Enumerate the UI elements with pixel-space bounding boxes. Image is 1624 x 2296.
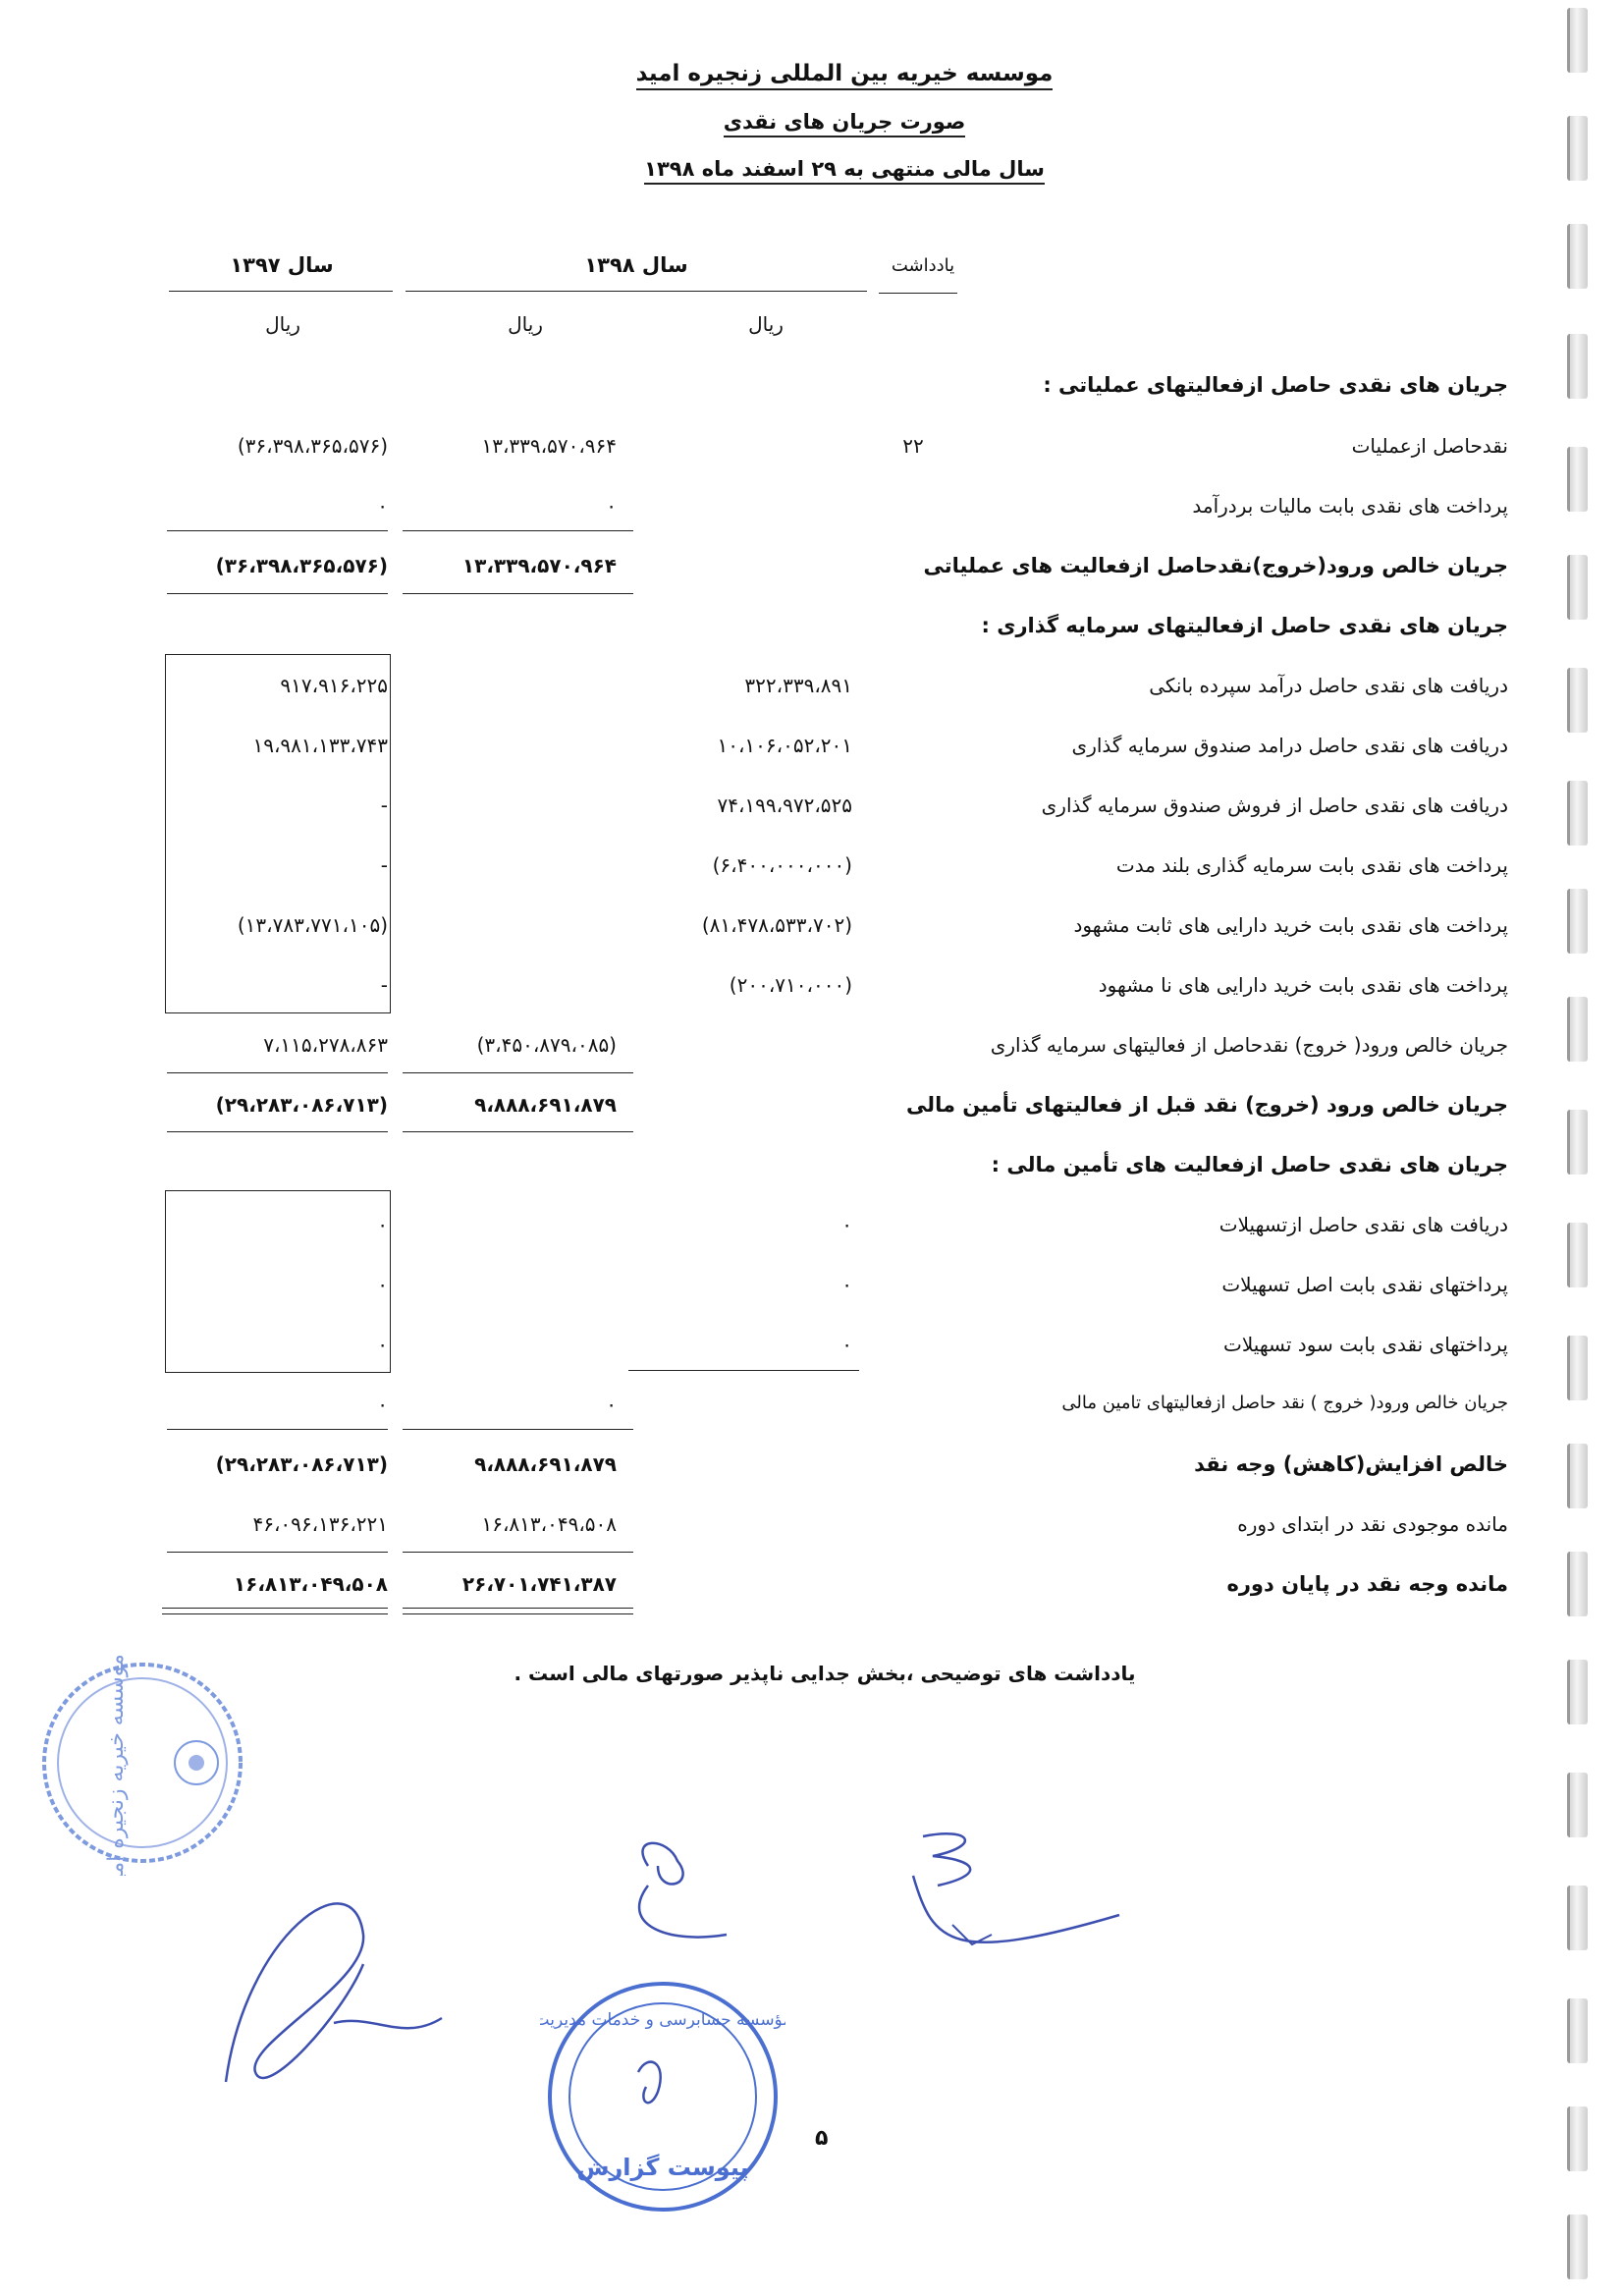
row-label: پرداخت های نقدی بابت سرمایه گذاری بلند مدت [1115,853,1508,877]
section-operating-heading: جریان های نقدی حاصل ازفعالیتهای عملیاتی : [1043,373,1508,397]
financing-prior-box [165,1190,391,1373]
value-cell: (۱۳،۷۸۳،۷۷۱،۱۰۵) [237,913,388,937]
value-cell: - [380,793,388,817]
total-rule [167,1131,388,1132]
grand-total-rule [162,1608,388,1609]
value-cell: ۷۴،۱۹۹،۹۷۲،۵۲۵ [717,793,852,817]
value-cell: (۳۶،۳۹۸،۳۶۵،۵۷۶) [215,554,388,577]
value-cell: (۸۱،۴۷۸،۵۳۳،۷۰۲) [701,913,852,937]
value-cell: - [380,853,388,877]
subtotal-rule [167,1429,388,1430]
row-label: پرداخت های نقدی بابت خرید دارایی های ثابت مشهود [1073,913,1508,937]
value-cell: - [380,973,388,997]
row-label-before-financing: جریان خالص ورود (خروج) نقد قبل از فعالیتهای تأمین مالی [905,1093,1508,1117]
value-cell: ۳۲۲،۳۳۹،۸۹۱ [744,674,852,697]
row-label-net-financing: جریان خالص ورود( خروج ) نقد حاصل ازفعالیتهای تامین مالی [1061,1393,1508,1413]
year-prior-header: سال ۱۳۹۷ [230,253,334,277]
value-cell: ۱۳،۳۳۹،۵۷۰،۹۶۴ [461,554,617,577]
value-cell: ۰ [377,494,388,518]
grand-total-rule [403,1613,633,1614]
statement-period: سال مالی منتهی به ۲۹ اسفند ماه ۱۳۹۸ [550,157,1139,181]
row-label-net-operating: جریان خالص ورود(خروج)نقدحاصل ازفعالیت های عملیاتی [923,554,1508,577]
row-label: دریافت های نقدی حاصل ازتسهیلات [1218,1213,1508,1236]
page-number: ۵ [815,2126,829,2151]
value-cell: ۷،۱۱۵،۲۷۸،۸۶۳ [263,1033,388,1057]
grand-total-rule [162,1613,388,1614]
note-column-header: یادداشت [891,255,955,276]
note-ref: ۲۲ [902,434,924,458]
row-label: پرداختهای نقدی بابت سود تسهیلات [1223,1333,1508,1356]
value-cell: (۳۶،۳۹۸،۳۶۵،۵۷۶) [237,434,388,458]
value-cell: (۲۹،۲۸۳،۰۸۶،۷۱۳) [215,1452,388,1476]
value-cell: ۹،۸۸۸،۶۹۱،۸۷۹ [474,1452,617,1476]
note-header-rule [879,293,957,294]
subtotal-rule [403,1429,633,1430]
subtotal-rule [167,1072,388,1073]
value-cell: ۱۳،۳۳۹،۵۷۰،۹۶۴ [481,434,617,458]
value-cell: ۰ [377,1333,388,1356]
value-cell: ۰ [377,1213,388,1236]
value-cell: ۲۶،۷۰۱،۷۴۱،۳۸۷ [461,1572,617,1596]
value-cell: ۹۱۷،۹۱۶،۲۲۵ [280,674,388,697]
value-cell: ۱۰،۱۰۶،۰۵۲،۲۰۱ [717,734,852,757]
grand-total-rule [403,1608,633,1609]
value-cell: ۱۶،۸۱۳،۰۴۹،۵۰۸ [481,1512,617,1536]
value-cell: ۱۶،۸۱۳،۰۴۹،۵۰۸ [233,1572,388,1596]
value-cell: ۰ [606,1393,617,1416]
value-cell: (۲۹،۲۸۳،۰۸۶،۷۱۳) [215,1093,388,1117]
value-cell: ۰ [841,1213,852,1236]
value-cell: (۶،۴۰۰،۰۰۰،۰۰۰) [712,853,852,877]
audit-stamp-top-text: مؤسسه حسابرسی و خدمات مدیریت [540,2010,785,2030]
unit-label-col3: ریال [265,312,300,336]
value-cell: (۲۰۰،۷۱۰،۰۰۰) [729,973,852,997]
value-cell: ۱۹،۹۸۱،۱۳۳،۷۴۳ [252,734,388,757]
statement-title: صورت جریان های نقدی [550,110,1139,134]
unit-label-col1: ریال [748,312,784,336]
value-cell: ۴۶،۰۹۶،۱۳۶،۲۲۱ [252,1512,388,1536]
value-cell: ۰ [377,1273,388,1296]
footer-note: یادداشت های توضیحی ،بخش جدایی ناپذیر صورتهای مالی است . [514,1662,1136,1685]
row-label: دریافت های نقدی حاصل از فروش صندوق سرمایه گذاری [1041,793,1508,817]
unit-label-col2: ریال [508,312,543,336]
investing-prior-box [165,654,391,1013]
year-current-rule [406,291,867,292]
row-label: دریافت های نقدی حاصل درآمد سپرده بانکی [1149,674,1508,697]
subtotal-rule [167,1552,388,1553]
row-label: دریافت های نقدی حاصل درامد صندوق سرمایه گذاری [1071,734,1508,757]
subtotal-rule [167,530,388,531]
row-label-net-investing: جریان خالص ورود( خروج) نقدحاصل از فعالیتهای سرمایه گذاری [990,1033,1508,1057]
row-label-opening-cash: مانده موجودی نقد در ابتدای دوره [1237,1512,1508,1536]
row-label-closing-cash: مانده وجه نقد در پایان دوره [1226,1572,1508,1596]
org-name: موسسه خیریه بین المللی زنجیره امید [550,61,1139,86]
audit-stamp [540,1974,785,2219]
value-cell: ۰ [841,1333,852,1356]
subtotal-rule [403,530,633,531]
value-cell: ۰ [606,494,617,518]
value-cell: ۰ [377,1393,388,1416]
row-label: پرداختهای نقدی بابت اصل تسهیلات [1221,1273,1508,1296]
audit-stamp-bottom-text: پیوست گزارش [576,2154,749,2181]
section-investing-heading: جریان های نقدی حاصل ازفعالیتهای سرمایه گذاری : [981,614,1508,637]
row-label: پرداخت های نقدی بابت مالیات بردرآمد [1192,494,1508,518]
subtotal-rule [403,1072,633,1073]
year-current-header: سال ۱۳۹۸ [584,253,688,277]
financing-rule [628,1370,859,1371]
value-cell: ۹،۸۸۸،۶۹۱،۸۷۹ [474,1093,617,1117]
total-rule [403,1131,633,1132]
total-rule [403,593,633,594]
value-cell: ۰ [841,1273,852,1296]
row-label-net-change: خالص افزایش(کاهش) وجه نقد [1194,1452,1508,1476]
value-cell: (۳،۴۵۰،۸۷۹،۰۸۵) [476,1033,617,1057]
row-label: پرداخت های نقدی بابت خرید دارایی های نا مشهود [1098,973,1508,997]
subtotal-rule [403,1552,633,1553]
year-prior-rule [169,291,393,292]
section-financing-heading: جریان های نقدی حاصل ازفعالیت های تأمین مالی : [991,1153,1508,1176]
row-label: نقدحاصل ازعملیات [1351,434,1508,458]
org-stamp-text: موسسه خیریه زنجیره امید [104,1654,129,1876]
total-rule [167,593,388,594]
